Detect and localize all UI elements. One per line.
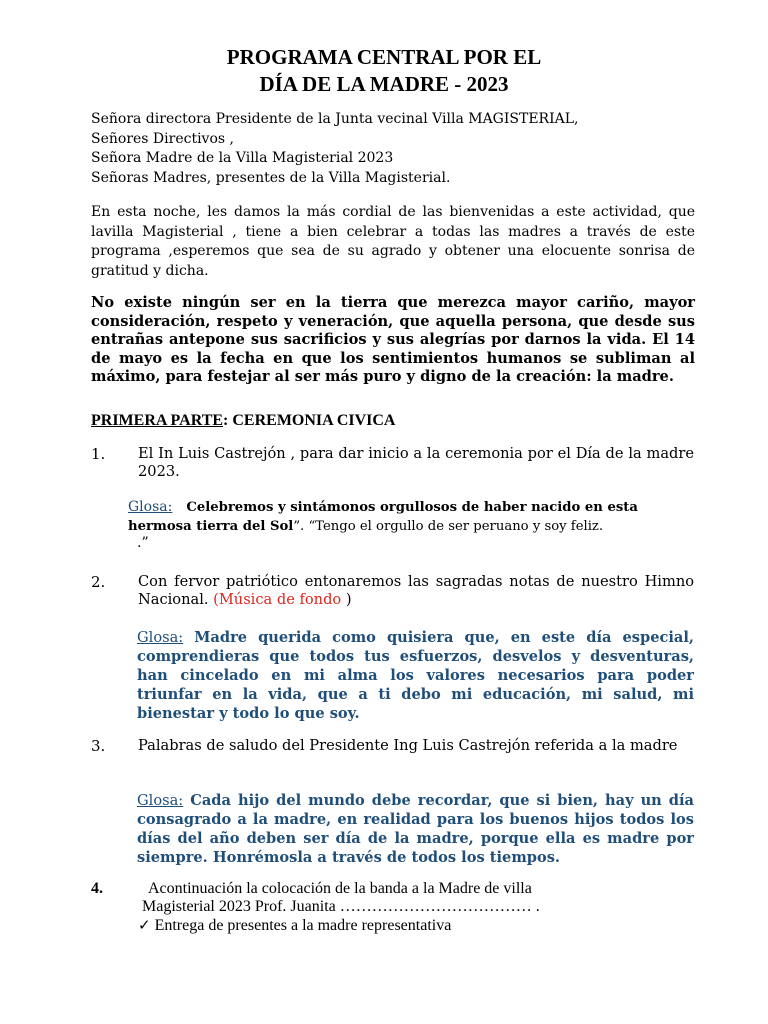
greeting-line: Señoras Madres, presentes de la Villa Magisterial. [91, 169, 451, 186]
item4-line2: Magisterial 2023 Prof. Juanita ……………………………… . [142, 898, 540, 915]
section-label: PRIMERA PARTE [91, 412, 224, 429]
section-title: : CEREMONIA CIVICA [223, 412, 396, 429]
item-number: 3. [91, 737, 106, 755]
glosa-label: Glosa: [128, 499, 173, 515]
glosa-label: Glosa: [137, 792, 184, 809]
section-heading [91, 412, 395, 430]
glosa-label: Glosa: [137, 629, 184, 646]
glosa-bold-text: Celebremos y sintámonos orgullosos de haber nacido en esta hermosa tierra del Sol [128, 500, 638, 534]
item4-line1: Acontinuación la colocación de la banda a la Madre de villa [148, 880, 532, 897]
item2-text [138, 573, 694, 609]
glosa-end-mark: .” [137, 535, 149, 551]
item-number: 2. [91, 573, 106, 591]
item4-check-line [138, 916, 451, 935]
check-icon: ✓ [138, 916, 151, 934]
intro-paragraph: En esta noche, les damos la más cordial de las bienvenidas a este actividad, que lavilla Magisterial , tiene a bien celebrar a todas las madres a través de este programa ,esperemos que sea de su agrado y obtener una elocuente sonrisa de gratitud y dicha. [91, 204, 695, 279]
item-number: 4. [91, 880, 103, 897]
bold-paragraph: No existe ningún ser en la tierra que merezca mayor cariño, mayor consideración, respeto y veneración, que aquella persona, que desde sus entrañas antepone sus sacrificios y sus alegrías por darnos la vida. El 14 de mayo es la fecha en que los sentimientos humanos se subliman al máximo, para festejar al ser más puro y digno de la creación: la madre. [91, 294, 695, 386]
item-number: 1. [91, 445, 106, 463]
item2-glosa [137, 628, 694, 723]
item2-main-text: Con fervor patriótico entonaremos las sagradas notas de nuestro Himno Nacional. [138, 573, 694, 608]
music-note: (Música de fondo [213, 591, 342, 608]
music-note-close: ) [345, 591, 352, 608]
item1-text: El In Luis Castrejón , para dar inicio a la ceremonia por el Día de la madre 2023. [138, 445, 694, 480]
greeting-line: Señora Madre de la Villa Magisterial 2023 [91, 150, 394, 166]
glosa-rest-text: ”. “Tengo el orgullo de ser peruano y soy feliz. [293, 519, 604, 534]
glosa-text: Cada hijo del mundo debe recordar, que si bien, hay un día consagrado a la madre, en realidad para los buenos hijos todos los días del año deben ser día de la madre, porque ella es madre por siempre. Honrémosla a través de todos los tiempos. [137, 792, 694, 866]
greetings-block [91, 110, 691, 188]
document-title-line2: DÍA DE LA MADRE - 2023 [259, 72, 509, 96]
greeting-line: Señora directora Presidente de la Junta vecinal Villa MAGISTERIAL, [91, 111, 579, 127]
item3-glosa [137, 791, 694, 867]
glosa-text: Madre querida como quisiera que, en este día especial, comprendieras que todos tus esfuerzos, desvelos y desventuras, han cincelado en mi alma los valores necesarios para poder triunfar en la vida, que a ti debo mi educación, mi salud, mi bienestar y todo lo que soy. [137, 629, 694, 722]
item4-check-text: Entrega de presentes a la madre representativa [154, 917, 452, 934]
greeting-line: Señores Directivos , [91, 130, 234, 147]
item1-glosa [128, 498, 696, 536]
document-title-line1: PROGRAMA CENTRAL POR EL [226, 45, 542, 69]
item3-text: Palabras de saludo del Presidente Ing Luis Castrejón referida a la madre [138, 737, 678, 754]
